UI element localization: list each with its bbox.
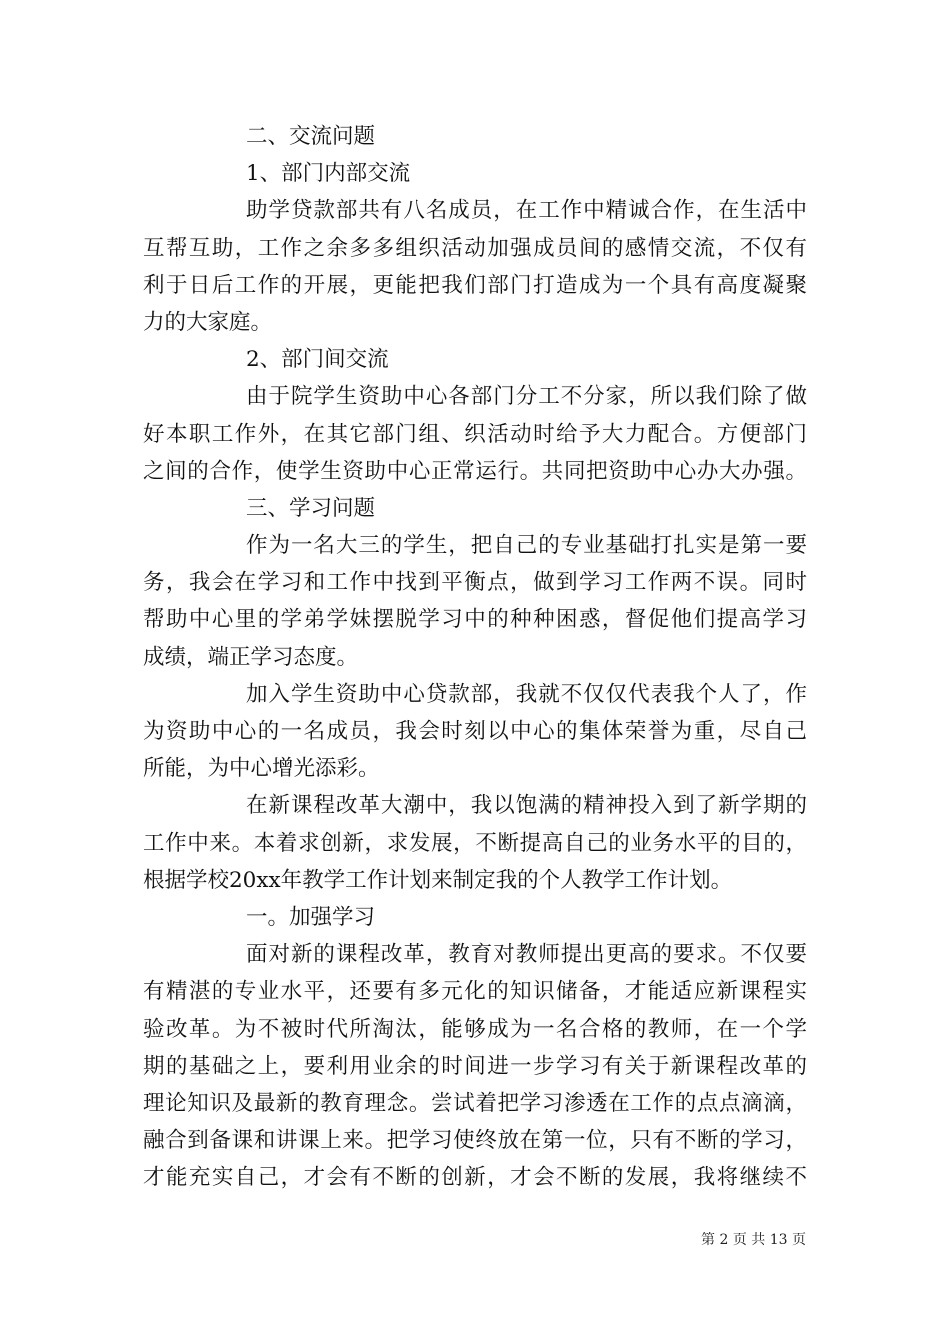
paragraph-line: 利于日后工作的开展，更能把我们部门打造成为一个具有高度凝聚 <box>143 272 807 298</box>
paragraph-line: 务，我会在学习和工作中找到平衡点，做到学习工作两不误。同时 <box>143 570 807 596</box>
paragraph-line: 融合到备课和讲课上来。把学习使终放在第一位，只有不断的学习， <box>143 1128 807 1154</box>
heading-communication: 二、交流问题 <box>246 124 376 149</box>
heading-study: 三、学习问题 <box>246 495 376 521</box>
paragraph-line: 面对新的课程改革，教育对教师提出更高的要求。不仅要 <box>246 942 807 968</box>
paragraph-line: 之间的合作，使学生资助中心正常运行。共同把资助中心办大办强。 <box>143 458 807 484</box>
paragraph-line: 在新课程改革大潮中，我以饱满的精神投入到了新学期的 <box>246 793 807 819</box>
paragraph-line: 验改革。为不被时代所淘汰，能够成为一名合格的教师，在一个学 <box>143 1016 807 1042</box>
paragraph-line: 由于院学生资助中心各部门分工不分家，所以我们除了做 <box>246 384 807 410</box>
paragraph-line: 为资助中心的一名成员，我会时刻以中心的集体荣誉为重，尽自己 <box>143 719 807 744</box>
paragraph-line: 工作中来。本着求创新，求发展，不断提高自己的业务水平的目的， <box>143 830 807 856</box>
paragraph-line: 所能，为中心增光添彩。 <box>143 756 380 782</box>
paragraph-line: 好本职工作外，在其它部门组、织活动时给予大力配合。方便部门 <box>143 421 807 447</box>
paragraph-line: 帮助中心里的学弟学妹摆脱学习中的种种困惑，督促他们提高学习 <box>143 607 807 633</box>
paragraph-line: 加入学生资助中心贷款部，我就不仅仅代表我个人了，作 <box>246 681 807 707</box>
heading-strengthen-learning: 一。加强学习 <box>246 904 376 930</box>
paragraph-line: 力的大家庭。 <box>143 309 273 335</box>
paragraph-line: 成绩，端正学习态度。 <box>143 644 359 670</box>
paragraph-line: 作为一名大三的学生，把自己的专业基础打扎实是第一要 <box>246 533 807 559</box>
paragraph-line: 期的基础之上，要利用业余的时间进一步学习有关于新课程改革的 <box>143 1053 807 1079</box>
paragraph-line: 有精湛的专业水平，还要有多元化的知识储备，才能适应新课程实 <box>143 979 807 1005</box>
paragraph-line: 助学贷款部共有八名成员，在工作中精诚合作，在生活中 <box>246 198 807 224</box>
paragraph-line: 互帮互助，工作之余多多组织活动加强成员间的感情交流，不仅有 <box>143 235 807 261</box>
page-number: 第 2 页 共 13 页 <box>701 1232 806 1248</box>
subheading-inter-department-communication: 2、部门间交流 <box>246 347 389 373</box>
paragraph-line: 才能充实自己，才会有不断的创新，才会不断的发展，我将继续不 <box>143 1165 807 1191</box>
document-body <box>143 118 807 1196</box>
paragraph-line: 根据学校20xx年教学工作计划来制定我的个人教学工作计划。 <box>143 867 733 893</box>
subheading-internal-communication: 1、部门内部交流 <box>246 161 411 187</box>
paragraph-line: 理论知识及最新的教育理念。尝试着把学习渗透在工作的点点滴滴， <box>143 1090 807 1116</box>
